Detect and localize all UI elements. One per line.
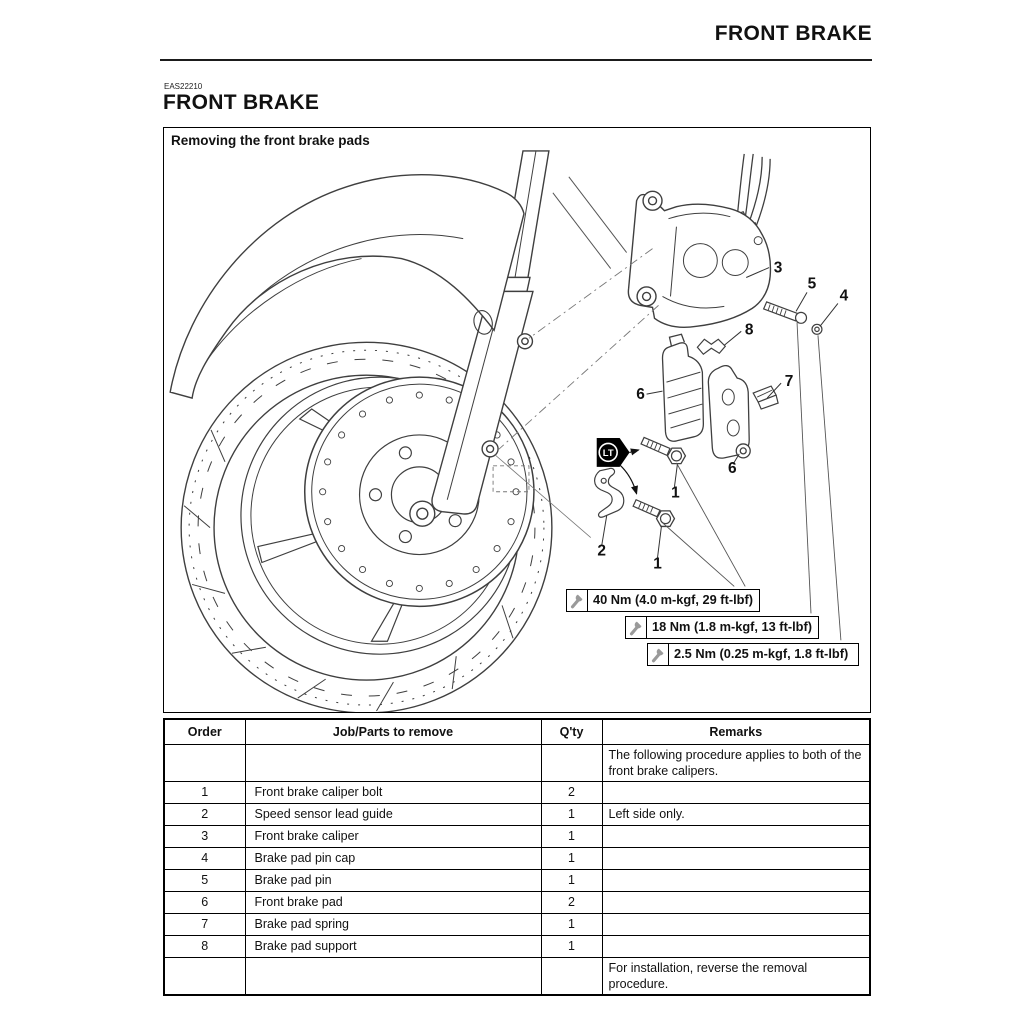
job-cell: Brake pad spring <box>245 913 541 935</box>
qty-cell: 1 <box>541 913 602 935</box>
order-cell: 1 <box>164 781 245 803</box>
qty-cell: 2 <box>541 891 602 913</box>
order-cell: 8 <box>164 935 245 957</box>
bodywork-lines <box>553 177 627 269</box>
qty-cell <box>541 957 602 995</box>
running-header: FRONT BRAKE <box>714 22 872 45</box>
wrench-icon <box>567 590 588 611</box>
qty-cell <box>541 744 602 781</box>
table-row <box>164 781 870 803</box>
page-title: FRONT BRAKE <box>163 91 320 114</box>
table-header-row <box>164 719 870 744</box>
front-brake-pads <box>663 334 751 458</box>
qty-cell: 1 <box>541 803 602 825</box>
order-cell: 2 <box>164 803 245 825</box>
job-cell: Speed sensor lead guide <box>245 803 541 825</box>
callout-1-upper: 1 <box>671 484 680 502</box>
order-cell: 7 <box>164 913 245 935</box>
table-row <box>164 847 870 869</box>
torque-spec-40nm <box>566 589 760 612</box>
wrench-icon <box>626 617 647 638</box>
qty-cell: 1 <box>541 847 602 869</box>
figure-box <box>163 127 871 713</box>
torque-spec-2-5nm <box>647 643 859 666</box>
speed-sensor-lead-guide <box>595 468 624 517</box>
callout-2: 2 <box>597 542 607 560</box>
table-row <box>164 957 870 995</box>
brake-pad-support <box>697 339 725 354</box>
table-row <box>164 869 870 891</box>
callout-7: 7 <box>784 373 794 391</box>
wrench-icon <box>648 644 669 665</box>
table-row <box>164 825 870 847</box>
qty-cell: 2 <box>541 781 602 803</box>
callout-8: 8 <box>744 321 754 339</box>
qty-cell: 1 <box>541 825 602 847</box>
brake-pad-spring <box>753 386 778 409</box>
callout-3: 3 <box>773 259 783 277</box>
torque-spec-18nm <box>625 616 819 639</box>
order-cell: 3 <box>164 825 245 847</box>
table-row <box>164 803 870 825</box>
callout-5: 5 <box>807 275 817 293</box>
torque-value: 2.5 Nm (0.25 m-kgf, 1.8 ft-lbf) <box>674 646 849 661</box>
header-order: Order <box>164 719 245 744</box>
job-cell: Brake pad pin cap <box>245 847 541 869</box>
header-job: Job/Parts to remove <box>245 719 541 744</box>
job-cell: Front brake caliper <box>245 825 541 847</box>
remarks-cell <box>602 935 870 957</box>
job-cell: Front brake pad <box>245 891 541 913</box>
table-row <box>164 744 870 781</box>
callout-4: 4 <box>839 287 849 305</box>
remarks-cell <box>602 847 870 869</box>
header-remarks: Remarks <box>602 719 870 744</box>
remarks-cell <box>602 825 870 847</box>
section-code: EAS22210 <box>164 82 203 91</box>
remarks-cell <box>602 913 870 935</box>
job-cell <box>245 957 541 995</box>
table-row <box>164 891 870 913</box>
callout-1-lower: 1 <box>653 555 662 573</box>
remarks-cell: For installation, reverse the removal procedure. <box>602 957 870 995</box>
job-cell: Front brake caliper bolt <box>245 781 541 803</box>
job-cell: Brake pad pin <box>245 869 541 891</box>
table-row <box>164 913 870 935</box>
loctite-label: LT <box>602 447 614 459</box>
front-brake-caliper <box>628 191 770 327</box>
qty-cell: 1 <box>541 869 602 891</box>
header-qty: Q'ty <box>541 719 602 744</box>
remarks-cell <box>602 869 870 891</box>
torque-value: 40 Nm (4.0 m-kgf, 29 ft-lbf) <box>593 592 753 607</box>
remarks-cell: The following procedure applies to both of the front brake calipers. <box>602 744 870 781</box>
remarks-cell: Left side only. <box>602 803 870 825</box>
callout-6-left: 6 <box>636 386 645 404</box>
order-cell: 6 <box>164 891 245 913</box>
header-rule <box>160 59 872 61</box>
figure-caption: Removing the front brake pads <box>171 133 370 148</box>
caliper-bolts <box>633 437 685 526</box>
order-cell: 5 <box>164 869 245 891</box>
callout-6-right: 6 <box>727 459 737 477</box>
torque-value: 18 Nm (1.8 m-kgf, 13 ft-lbf) <box>652 619 812 634</box>
job-cell: Brake pad support <box>245 935 541 957</box>
table-row <box>164 935 870 957</box>
parts-removal-table <box>163 718 871 996</box>
order-cell <box>164 957 245 995</box>
remarks-cell <box>602 891 870 913</box>
order-cell <box>164 744 245 781</box>
remarks-cell <box>602 781 870 803</box>
qty-cell: 1 <box>541 935 602 957</box>
order-cell: 4 <box>164 847 245 869</box>
job-cell <box>245 744 541 781</box>
